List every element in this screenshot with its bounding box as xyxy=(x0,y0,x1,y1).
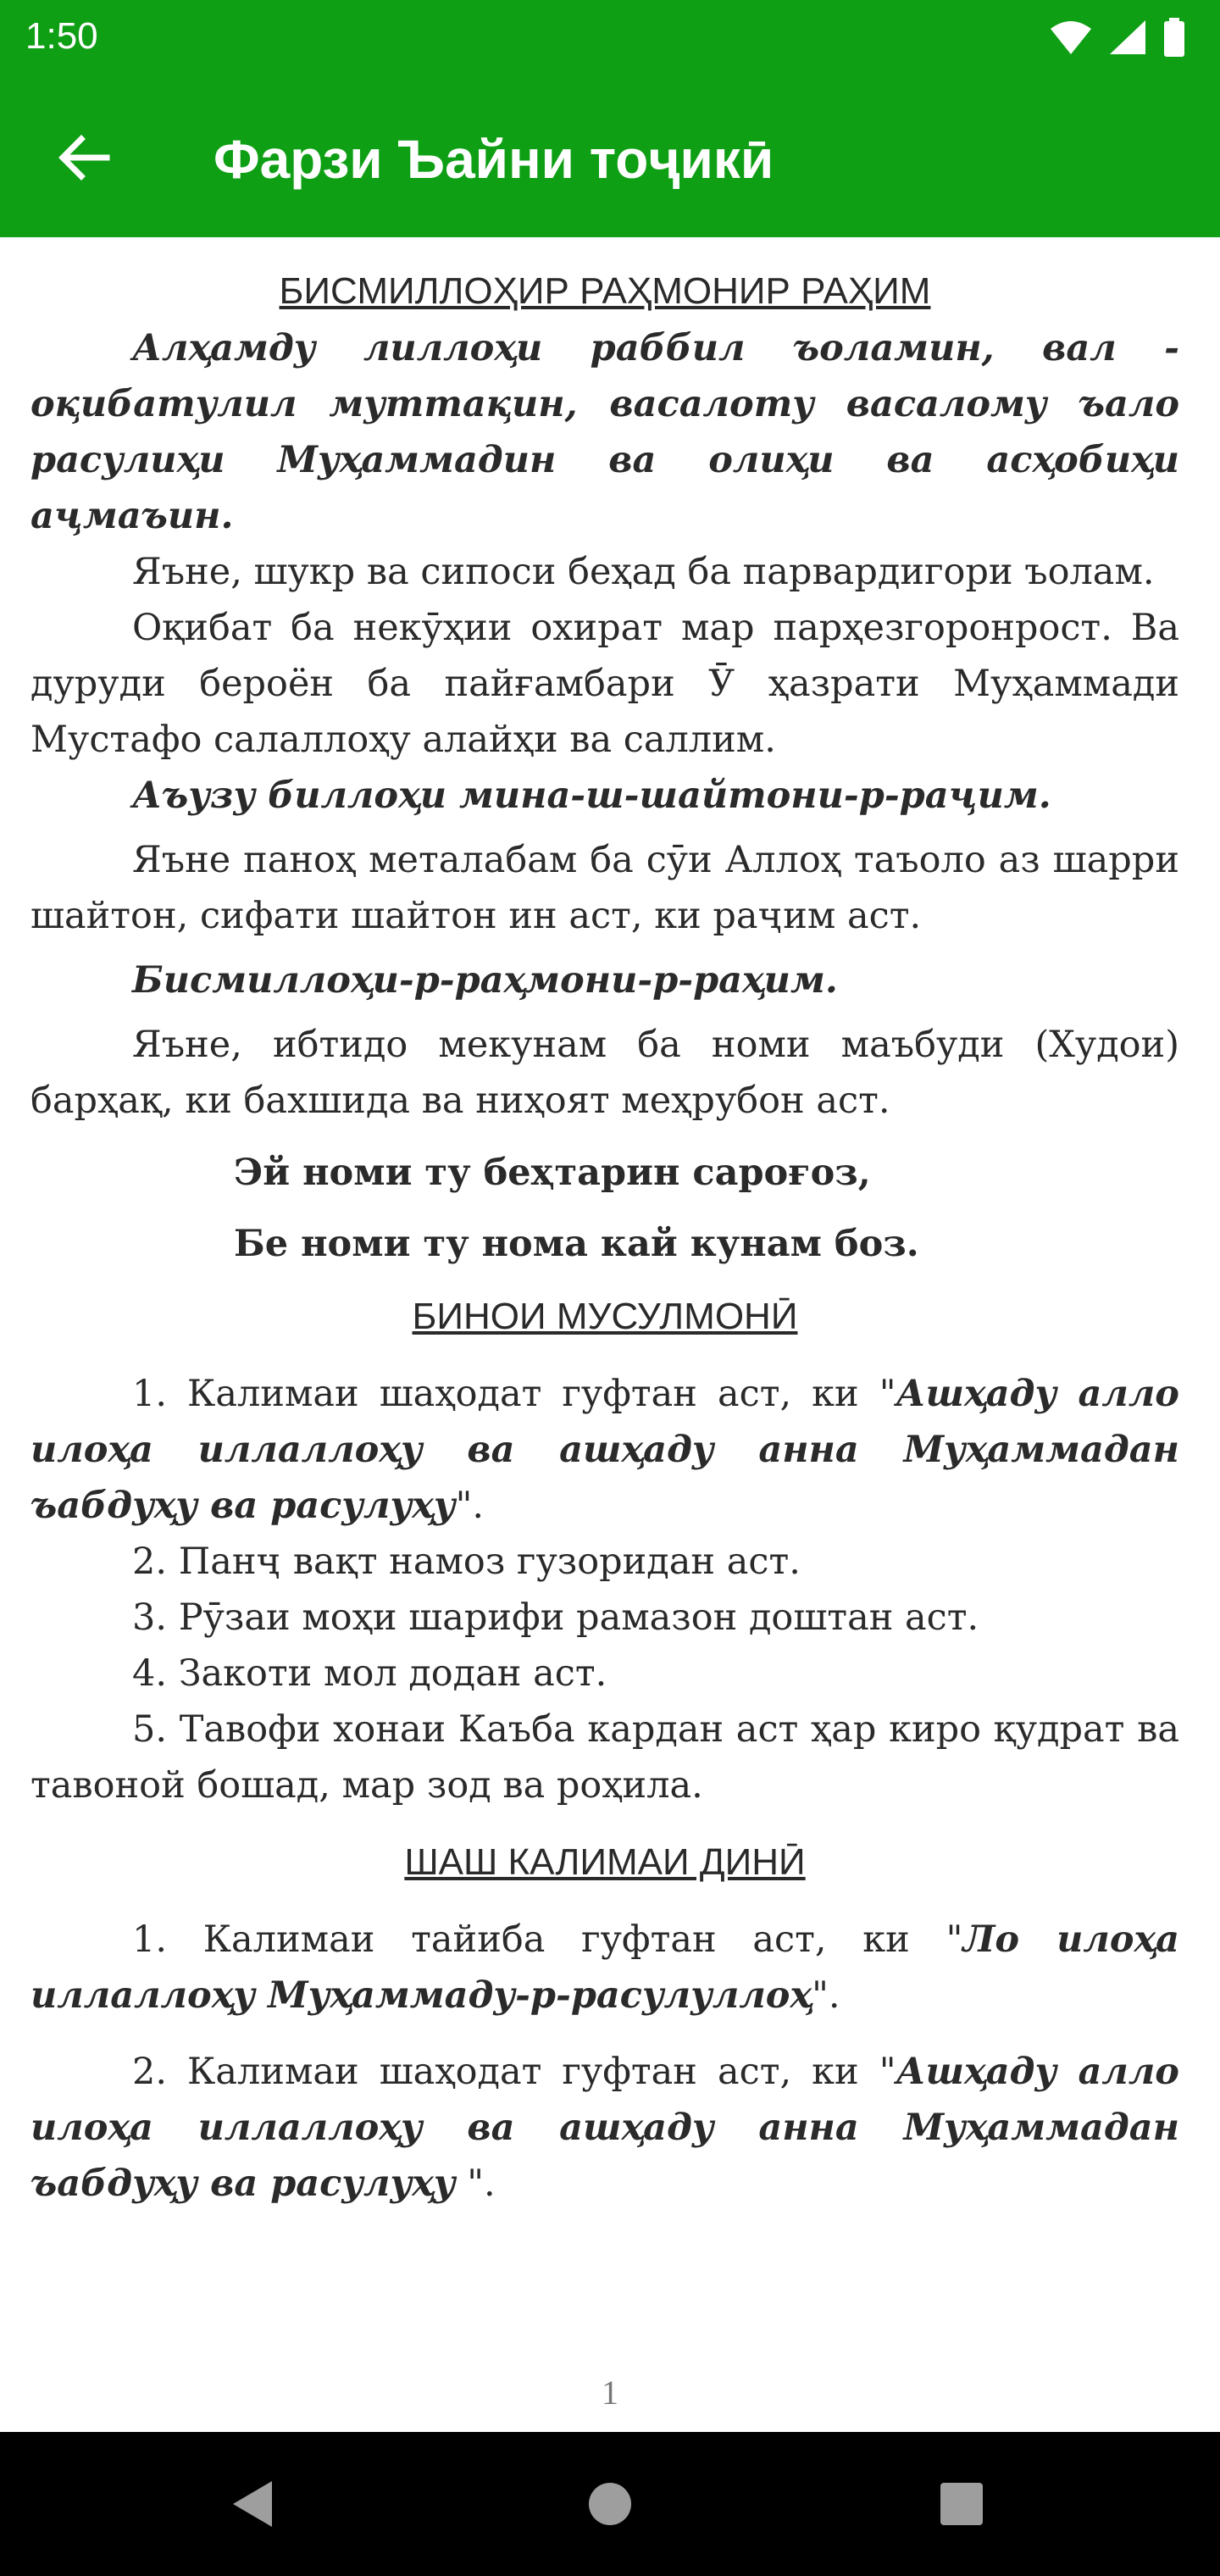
paragraph-bismillohi: Бисмиллоҳи-р-раҳмони-р-раҳим. xyxy=(132,959,838,1002)
verse-line-1: Эй номи ту беҳтарин сароғоз, xyxy=(234,1152,871,1194)
heading-bismillah: БИСМИЛЛОҲИР РАҲМОНИР РАҲИМ xyxy=(279,270,931,312)
app-bar xyxy=(0,73,1220,237)
battery-icon xyxy=(1162,18,1186,57)
wifi-icon xyxy=(1049,19,1093,56)
paragraph-ibtido: Яъне, ибтидо мекунам ба номи маъбуди (Худои) барҳақ, ки бахшида ва ниҳоят меҳрубон аст. xyxy=(30,1024,1179,1122)
list-item-3: 3. Рӯзаи моҳи шарифи рамазон доштан аст. xyxy=(132,1596,979,1639)
navigation-bar xyxy=(0,2432,1220,2576)
recents-square-icon xyxy=(932,2474,991,2534)
app-title: Фарзи Ъайни тоҷикӣ xyxy=(214,129,774,190)
home-circle-icon xyxy=(580,2474,640,2534)
page-number: 1 xyxy=(602,2373,618,2412)
paragraph-shukr: Яъне, шукр ва сипоси беҳад ба парвардигори ъолам. xyxy=(132,551,1155,593)
list-item-4: 4. Закоти мол додан аст. xyxy=(132,1652,607,1695)
status-icons xyxy=(1049,17,1186,58)
nav-recents-button[interactable] xyxy=(932,2474,991,2534)
list-item-2: 2. Панҷ вақт намоз гузоридан аст. xyxy=(132,1541,801,1583)
kalima-item-1: 1. Калимаи тайиба гуфтан аст, ки "Ло илоҳа иллаллоҳу Муҳаммаду-р-расулуллоҳ". xyxy=(30,1918,1180,2017)
document-viewer[interactable] xyxy=(0,237,1220,2432)
signal-icon xyxy=(1108,19,1147,56)
back-button[interactable] xyxy=(42,119,124,200)
verse-line-2: Бе номи ту нома кай кунам боз. xyxy=(234,1223,919,1265)
heading-shash-kalimai-dini: ШАШ КАЛИМАИ ДИНӢ xyxy=(404,1841,806,1883)
status-bar xyxy=(0,0,1220,73)
nav-home-button[interactable] xyxy=(580,2474,640,2534)
kalima-item-2: 2. Калимаи шаҳодат гуфтан аст, ки "Ашҳаду алло илоҳа иллаллоҳу ва ашҳаду анна Муҳаммадан ъабдуҳу ва расулуҳу ". xyxy=(30,2051,1179,2205)
list-item-1: 1. Калимаи шаҳодат гуфтан аст, ки "Ашҳаду алло илоҳа иллаллоҳу ва ашҳаду анна Муҳаммадан ъабдуҳу ва расулуҳу". xyxy=(30,1373,1179,1527)
paragraph-panoh: Яъне паноҳ металабам ба сӯи Аллоҳ таъоло аз шарри шайтон, сифати шайтон ин аст, ки раҷим аст. xyxy=(30,839,1179,937)
status-time: 1:50 xyxy=(25,15,98,57)
arrow-back-icon xyxy=(42,119,124,200)
nav-back-button[interactable] xyxy=(225,2474,284,2534)
paragraph-oqibat: Оқибат ба некӯҳии охират мар парҳезгоронрост. Ва дуруди бероён ба пайғамбари Ӯ ҳазрати Муҳаммади Мустафо салаллоҳу алайҳи ва саллим. xyxy=(30,607,1179,761)
document-page xyxy=(30,263,1179,2212)
list-item-5: 5. Тавофи хонаи Каъба кардан аст ҳар киро қудрат ва тавоной бошад, мар зод ва роҳила. xyxy=(30,1708,1179,1807)
paragraph-alhamdu: Алҳамду лиллоҳи раббил ъоламин, вал - оқибатулил муттақин, васалоту васаломy ъало расулиҳи Муҳаммадин ва олиҳи ва асҳобиҳи аҷмаъин. xyxy=(30,327,1179,537)
back-triangle-icon xyxy=(225,2474,284,2534)
paragraph-auzu: Аъузу биллоҳи мина-ш-шайтони-р-раҷим. xyxy=(132,774,1051,817)
heading-binoi-musulmoni: БИНОИ МУСУЛМОНӢ xyxy=(412,1296,798,1337)
